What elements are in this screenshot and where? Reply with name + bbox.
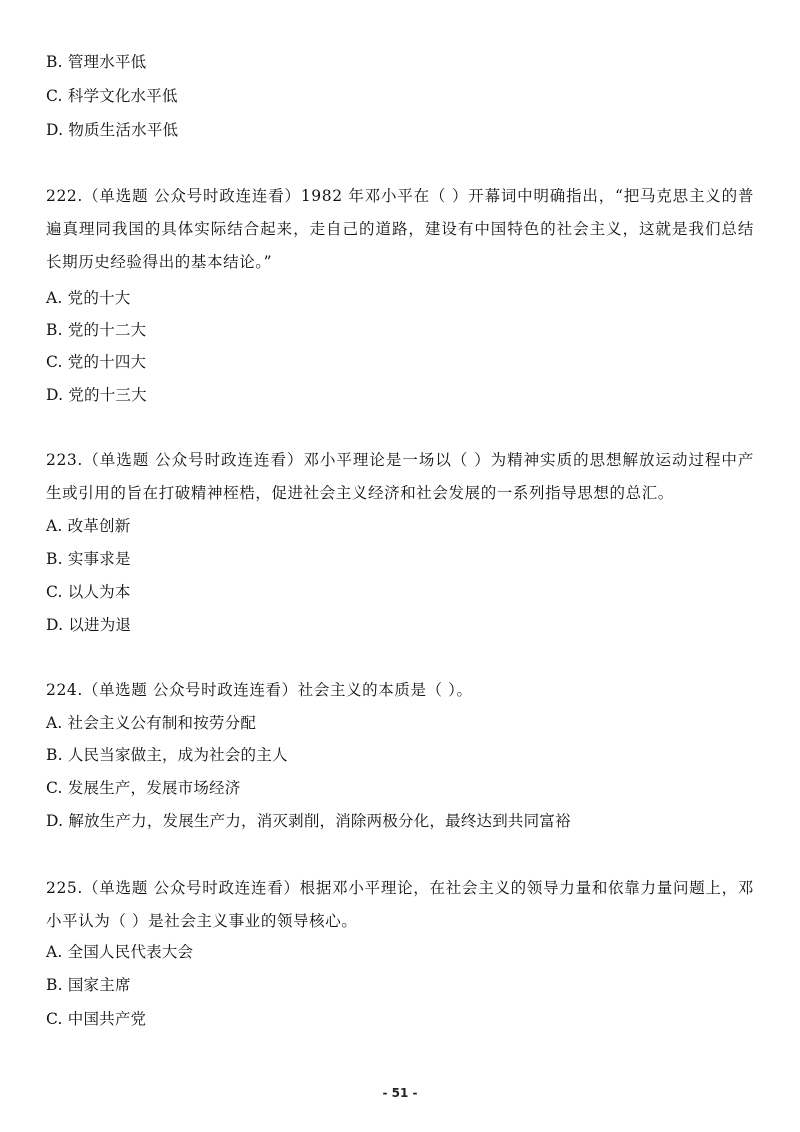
question-222-option-d: D. 党的十三大 (46, 386, 147, 404)
question-222-option-b: B. 党的十二大 (46, 321, 147, 339)
question-224-stem: 224.（单选题 公众号时政连连看）社会主义的本质是（ ）。 (46, 681, 473, 699)
question-225-stem: 225.（单选题 公众号时政连连看）根据邓小平理论，在社会主义的领导力量和依靠力量问题上，邓小平认为（ ）是社会主义事业的领导核心。 (46, 879, 754, 930)
question-225-option-b: B. 国家主席 (46, 976, 131, 994)
question-225-option-c: C. 中国共产党 (46, 1010, 147, 1028)
question-223-option-a: A. 改革创新 (46, 517, 131, 535)
option-c: C. 科学文化水平低 (46, 87, 178, 105)
question-224-option-a: A. 社会主义公有制和按劳分配 (46, 714, 257, 732)
question-222-option-c: C. 党的十四大 (46, 353, 147, 371)
question-225-option-a: A. 全国人民代表大会 (46, 943, 194, 961)
question-224-option-b: B. 人民当家做主，成为社会的主人 (46, 746, 288, 764)
question-223-option-c: C. 以人为本 (46, 583, 131, 601)
question-222-stem: 222.（单选题 公众号时政连连看）1982 年邓小平在（ ）开幕词中明确指出，“把马克思主义的普遍真理同我国的具体实际结合起来，走自己的道路，建设有中国特色的社会主义，这就是我们总结长期历史经验得出的基本结论。” (46, 187, 754, 271)
option-d: D. 物质生活水平低 (46, 121, 179, 139)
question-223-option-d: D. 以进为退 (46, 616, 132, 634)
page-number: - 51 - (382, 1086, 418, 1100)
question-222-option-a: A. 党的十大 (46, 289, 131, 307)
option-b: B. 管理水平低 (46, 53, 147, 71)
question-223-option-b: B. 实事求是 (46, 550, 131, 568)
question-224-option-d: D. 解放生产力，发展生产力，消灭剥削，消除两极分化，最终达到共同富裕 (46, 812, 571, 830)
question-223-stem: 223.（单选题 公众号时政连连看）邓小平理论是一场以（ ）为精神实质的思想解放运动过程中产生或引用的旨在打破精神桎梏，促进社会主义经济和社会发展的一系列指导思想的总汇。 (46, 451, 754, 502)
question-224-option-c: C. 发展生产，发展市场经济 (46, 779, 241, 797)
